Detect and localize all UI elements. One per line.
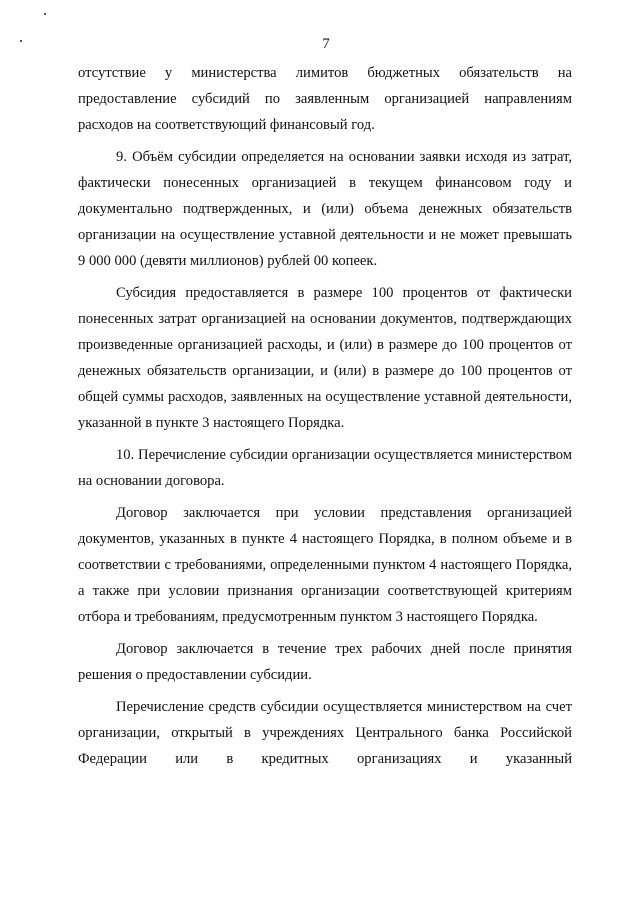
paragraph-transfer: Перечисление средств субсидии осуществляется министерством на счет организации, открытый в учреждениях Центрального банка Российской Федерации или в кредитных организациях и указанный xyxy=(78,699,572,767)
document-body xyxy=(78,60,572,772)
paragraph-item-9: 9. Объём субсидии определяется на основании заявки исходя из затрат, фактически понесенных организацией в текущем финансовом году и документально подтвержденных, и (или) объема денежных обязательств организации на осуществление уставной деятельности и не может превышать 9 000 000 (девяти миллионов) рублей 00 копеек. xyxy=(78,149,572,269)
paragraph-item-10: 10. Перечисление субсидии организации осуществляется министерством на основании договора. xyxy=(78,447,572,489)
paragraph-continuation: отсутствие у министерства лимитов бюджетных обязательств на предоставление субсидий по заявленным организацией направлениям расходов на соответствующий финансовый год. xyxy=(78,65,572,133)
paragraph-contract-conditions: Договор заключается при условии представления организацией документов, указанных в пункте 4 настоящего Порядка, в полном объеме и в соответствии с требованиями, определенными пунктом 4 настоящего Порядка, а также при условии признания организации соответствующей критериям отбора и требованиям, предусмотренным пунктом 3 настоящего Порядка. xyxy=(78,505,572,625)
paragraph-contract-term: Договор заключается в течение трех рабочих дней после принятия решения о предоставлении субсидии. xyxy=(78,641,572,683)
scan-speck xyxy=(44,13,46,15)
page-number: 7 xyxy=(322,36,330,52)
paragraph-subsidy-size: Субсидия предоставляется в размере 100 процентов от фактически понесенных затрат организацией на основании документов, подтверждающих произведенные организацией расходы, и (или) в размере до 100 процентов от денежных обязательств организации, и (или) в размере до 100 процентов от общей суммы расходов, заявленных на осуществление уставной деятельности, указанной в пункте 3 настоящего Порядка. xyxy=(78,285,572,431)
